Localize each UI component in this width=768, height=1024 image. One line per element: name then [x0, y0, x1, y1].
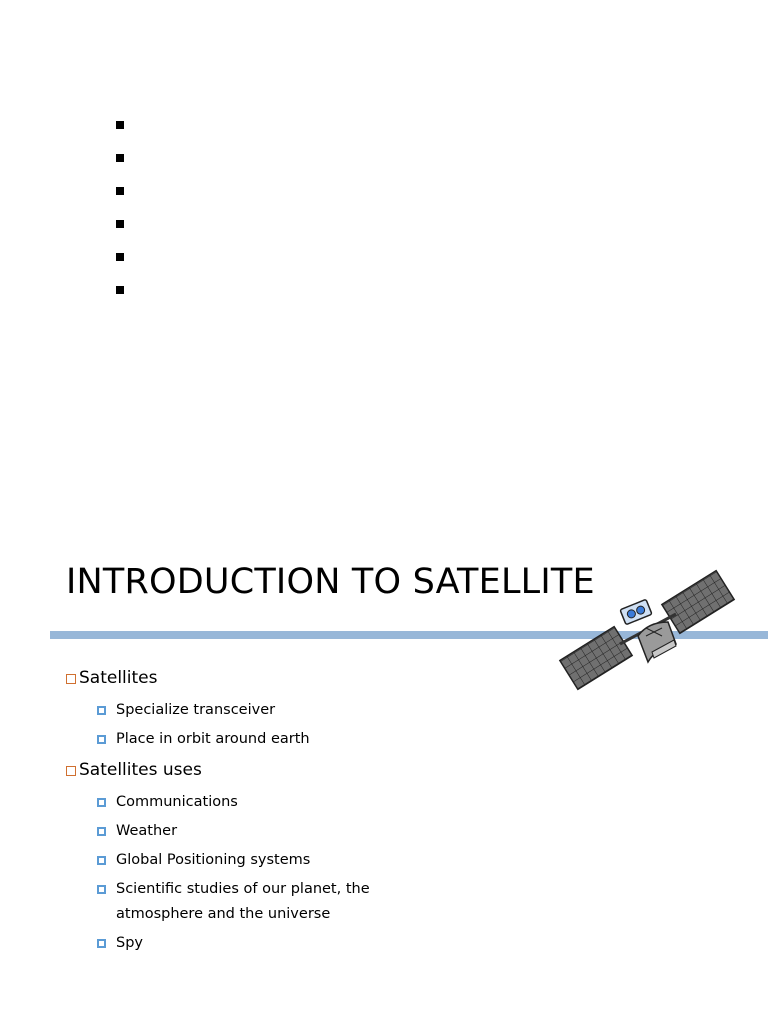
- list-item: Weather: [66, 819, 446, 844]
- hollow-square-bullet-icon: [66, 674, 76, 684]
- square-bullet-icon: [97, 706, 106, 715]
- square-bullet-icon: [97, 735, 106, 744]
- slide-content: [66, 662, 446, 960]
- list-item: Global Positioning systems: [66, 848, 446, 873]
- list-item: Spy: [66, 931, 446, 956]
- bullet-marker: [116, 215, 125, 248]
- bullet-marker: [116, 248, 125, 281]
- bullet-marker: [116, 182, 125, 215]
- square-bullet-icon: [97, 939, 106, 948]
- satellite-icon: [558, 566, 738, 696]
- hollow-square-bullet-icon: [66, 766, 76, 776]
- square-bullet-icon: [97, 885, 106, 894]
- bullet-marker: [116, 149, 125, 182]
- bullet-marker: [116, 116, 125, 149]
- section-heading: Satellites: [66, 664, 446, 692]
- square-bullet-icon: [97, 798, 106, 807]
- bullet-marker: [116, 281, 125, 314]
- list-item: Specialize transceiver: [66, 698, 446, 723]
- list-item: Place in orbit around earth: [66, 727, 446, 752]
- square-bullet-icon: [97, 856, 106, 865]
- list-item: Scientific studies of our planet, the atmosphere and the universe: [66, 877, 416, 927]
- slide-title: INTRODUCTION TO SATELLITE: [66, 562, 595, 602]
- empty-bullet-list: [116, 116, 125, 314]
- list-item: Communications: [66, 790, 446, 815]
- square-bullet-icon: [97, 827, 106, 836]
- section-heading: Satellites uses: [66, 756, 446, 784]
